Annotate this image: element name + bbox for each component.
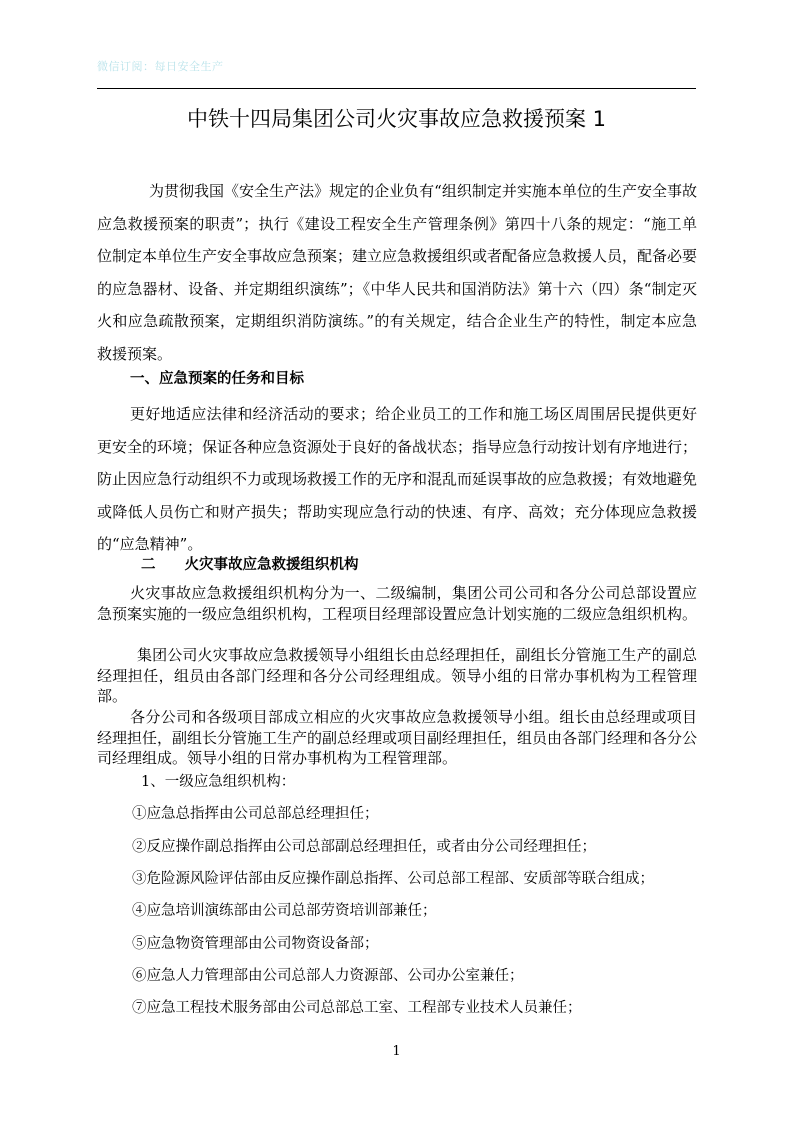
org-list-item-5: ⑤应急物资管理部由公司物资设备部； [132,936,379,952]
intro-paragraph: 为贯彻我国《安全生产法》规定的企业负有“组织制定并实施本单位的生产安全事故应急救援预案的职责”；执行《建设工程安全生产管理条例》第四十八条的规定：“施工单位制定本单位生产安全事故应急预案；建立应急救援组织或者配备应急救援人员，配备必要的应急器材、设备、并定期组织演练”；《中华人民共和国消防法》第十六（四）条“制定灭火和应急疏散预案，定期组织消防演练。”的有关规定，结合企业生产的特性，制定本应急救援预案。 [97,182,698,363]
org-list-item-6: ⑥应急人力管理部由公司总部人力资源部、公司办公室兼任； [132,968,524,984]
document-title: 中铁十四局集团公司火灾事故应急救援预案 1 [186,107,607,131]
org-list-item-4: ④应急培训演练部由公司总部劳资培训部兼任； [132,903,437,919]
org-list-item-2: ②反应操作副总指挥由公司总部副总经理担任，或者由分公司经理担任； [132,839,596,855]
org-list-item-3: ③危险源风险评估部由反应操作副总指挥、公司总部工程部、安质部等联合组成； [132,871,654,887]
page-header-watermark: 微信订阅：每日安全生产 [97,60,224,73]
section-2-paragraph-1: 火灾事故应急救援组织机构分为一、二级编制，集团公司公司和各分公司总部设置应急预案实施的一级应急组织机构，工程项目经理部设置应急计划实施的二级应急组织机构。 [97,584,698,623]
section-1-heading: 一、应急预案的任务和目标 [130,371,304,387]
header-divider [97,88,696,89]
section-2-heading: 二 火灾事故应急救援组织机构 [141,557,359,573]
org-list-item-1: ①应急总指挥由公司总部总经理担任； [132,806,379,822]
page-number: 1 [392,1044,401,1059]
subsection-heading: 1、一级应急组织机构： [141,774,296,790]
section-1-paragraph: 更好地适应法律和经济活动的要求；给企业员工的工作和施工场区周围居民提供更好更安全的环境；保证各种应急资源处于良好的备战状态；指导应急行动按计划有序地进行；防止因应急行动组织不力或现场救援工作的无序和混乱而延误事故的应急救援；有效地避免或降低人员伤亡和财产损失；帮助实现应急行动的快速、有序、高效；充分体现应急救援的“应急精神”。 [97,405,698,553]
org-list-item-7: ⑦应急工程技术服务部由公司总部总工室、工程部专业技术人员兼任； [132,1000,582,1016]
section-2-paragraph-2: 集团公司火灾事故应急救援领导小组组长由总经理担任，副组长分管施工生产的副总经理担任，组员由各部门经理和各分公司经理组成。领导小组的日常办事机构为工程管理部。 [97,646,697,705]
section-2-paragraph-3: 各分公司和各级项目部成立相应的火灾事故应急救援领导小组。组长由总经理或项目经理担任，副组长分管施工生产的副总经理或项目副经理担任，组员由各部门经理和各分公司经理组成。领导小组的日常办事机构为工程管理部。 [97,708,698,767]
